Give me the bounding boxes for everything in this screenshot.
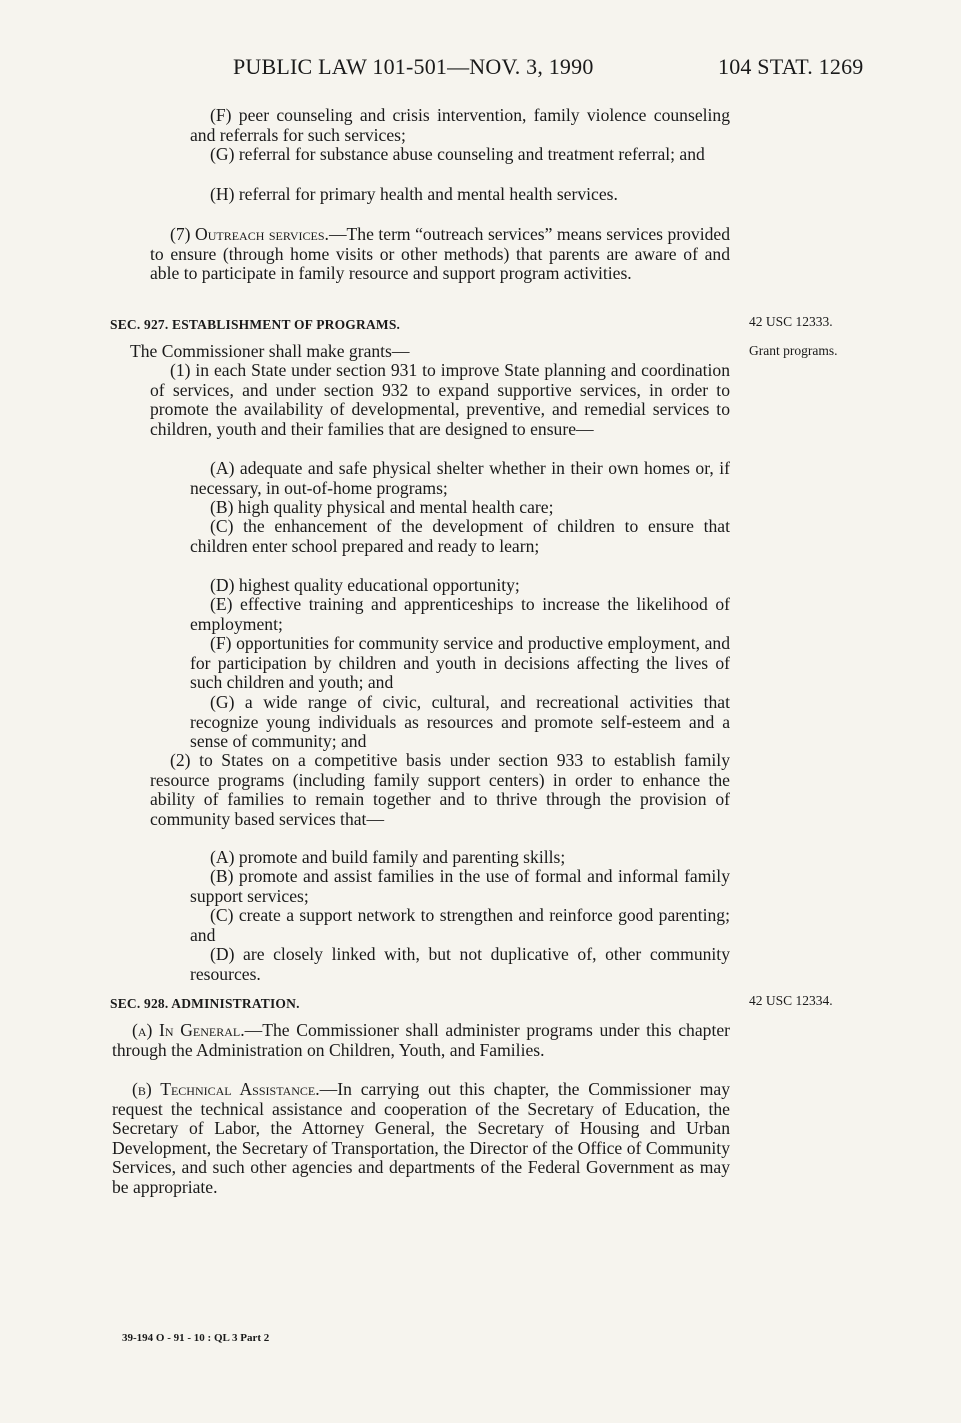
outreach-label: (7) Outreach services. [170, 224, 329, 244]
subsection-a [112, 1021, 730, 1060]
outreach-paragraph [150, 225, 730, 284]
outreach-text: —The term “outreach services” means services provided to ensure (through home visits or other methods) that parents are aware of and able to participate in family resource and support program activities. [150, 224, 730, 283]
sec-927-lead: The Commissioner shall make grants— [130, 341, 410, 361]
p1-subparagraph-a: (A) adequate and safe physical shelter whether in their own homes or, if necessary, in out-of-home programs; [190, 458, 730, 498]
p1-subparagraph-c: (C) the enhancement of the development of children to ensure that children enter school prepared and ready to learn; [190, 516, 730, 556]
margin-note-usc-12333: 42 USC 12333. [749, 314, 833, 329]
p1-subparagraph-e: (E) effective training and apprenticeships to increase the likelihood of employment; [190, 594, 730, 634]
sec-927-heading: SEC. 927. ESTABLISHMENT OF PROGRAMS. [110, 317, 401, 332]
subsection-b-text: —In carrying out this chapter, the Commissioner may request the technical assistance and cooperation of the Secretary of Education, the Secretary of Labor, the Attorney General, the Secretary of Housing and Urban Development, the Secretary of Transportation, the Director of the Office of Community Services, and such other agencies and departments of the Federal Government as may be appropriate. [112, 1079, 731, 1197]
subparagraph-h: (H) referral for primary health and mental health services. [210, 184, 618, 204]
subparagraph-g: (G) referral for substance abuse counseling and treatment referral; and [210, 144, 705, 164]
p2-subparagraph-d: (D) are closely linked with, but not duplicative of, other community resources. [190, 944, 730, 984]
subsection-b-label: (b) Technical Assistance. [132, 1079, 320, 1099]
p2-subparagraph-a: (A) promote and build family and parenting skills; [210, 847, 566, 867]
paragraph-2: (2) to States on a competitive basis under section 933 to establish family resource programs (including family support centers) in order to enhance the ability of families to remain together and to thrive through the provision of community based services that— [150, 750, 730, 829]
subsection-a-label: (a) In General. [132, 1020, 245, 1040]
footer-printing-code: 39-194 O - 91 - 10 : QL 3 Part 2 [122, 1332, 270, 1344]
subsection-a-text: —The Commissioner shall administer programs under this chapter through the Administration on Children, Youth, and Families. [112, 1020, 731, 1060]
paragraph-1: (1) in each State under section 931 to improve State planning and coordination of services, and under section 932 to expand supportive services, in order to promote the availability of developmental, preventive, and remedial services to children, youth and their families that are designed to ensure— [150, 360, 730, 439]
margin-note-grant-programs: Grant programs. [749, 343, 838, 358]
page-header-stat: 104 STAT. 1269 [718, 54, 864, 79]
p1-subparagraph-b: (B) high quality physical and mental health care; [210, 497, 554, 517]
p1-subparagraph-g: (G) a wide range of civic, cultural, and recreational activities that recognize young individuals as resources and promote self-esteem and a sense of community; and [190, 692, 730, 751]
p1-subparagraph-f: (F) opportunities for community service and productive employment, and for participation by children and youth in decisions affecting the lives of such children and youth; and [190, 633, 730, 692]
p1-subparagraph-d: (D) highest quality educational opportunity; [210, 575, 520, 595]
subparagraph-f: (F) peer counseling and crisis intervention, family violence counseling and referrals for such services; [190, 105, 730, 145]
page-header-title: PUBLIC LAW 101-501—NOV. 3, 1990 [233, 54, 594, 79]
subsection-b [112, 1080, 730, 1197]
sec-928-heading: SEC. 928. ADMINISTRATION. [110, 996, 300, 1011]
p2-subparagraph-b: (B) promote and assist families in the use of formal and informal family support services; [190, 866, 730, 906]
margin-note-usc-12334: 42 USC 12334. [749, 993, 833, 1008]
p2-subparagraph-c: (C) create a support network to strengthen and reinforce good parenting; and [190, 905, 730, 945]
